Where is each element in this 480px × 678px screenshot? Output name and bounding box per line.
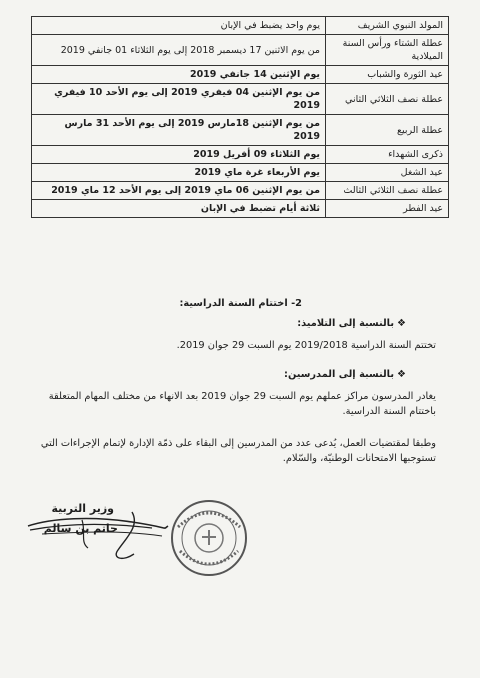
holiday-name: عيد الشغل [326,164,449,182]
table-row [32,164,449,182]
minister-name: حاتم بن سالم [43,522,118,535]
holiday-period: ثلاثة أيام تضبط في الإبان [32,200,326,218]
holiday-period: من يوم الاثنين 17 ديسمبر 2018 إلى يوم الثلاثاء 01 جانفي 2019 [32,35,326,66]
students-paragraph: تختتم السنة الدراسية 2019/2018 يوم السبت 29 جوان 2019. [176,340,436,351]
holiday-period: من يوم الإثنين 06 ماي 2019 إلى يوم الأحد 12 ماي 2019 [32,182,326,200]
holiday-period: يوم الإثنين 14 جانفي 2019 [32,66,326,84]
students-heading-row [297,316,406,331]
holiday-name: عطلة نصف الثلاثي الثاني [326,84,449,115]
holiday-name: عطلة الربيع [326,115,449,146]
holiday-period: يوم الأربعاء غرة ماي 2019 [32,164,326,182]
holiday-name: عطلة نصف الثلاثي الثالث [326,182,449,200]
closing-paragraph: وطبقا لمقتضيات العمل، يُدعى عدد من المدرسين إلى البقاء على ذمّة الإدارة لإتمام الإجراءات التي تستوجبها الامتحانات الوطنيّة، والسّلام. [40,438,436,464]
official-stamp-icon [168,497,250,579]
students-heading: بالنسبة إلى التلاميذ: [297,318,395,329]
table-row [32,17,449,35]
teachers-heading-row [284,367,406,382]
holiday-period: يوم الثلاثاء 09 أفريل 2019 [32,146,326,164]
minister-title: وزير التربية [51,502,114,515]
table-row [32,182,449,200]
holidays-table [31,16,449,218]
holiday-period: من يوم الإثنين 04 فيفري 2019 إلى يوم الأحد 10 فيفري 2019 [32,84,326,115]
teachers-paragraph: يغادر المدرسون مراكز عملهم يوم السبت 29 جوان 2019 بعد الانهاء من مختلف المهام المتعلقة باختتام السنة الدراسية. [48,391,436,417]
holiday-period: من يوم الإثنين 18مارس 2019 إلى يوم الأحد 31 مارس 2019 [32,115,326,146]
diamond-bullet-icon: ❖ [397,369,406,380]
diamond-bullet-icon: ❖ [397,318,406,329]
teachers-heading: بالنسبة إلى المدرسين: [284,369,395,380]
table-row [32,146,449,164]
holiday-name: عيد الثورة والشباب [326,66,449,84]
table-row [32,35,449,66]
holiday-name: عطلة الشتاء ورأس السنة الميلادية [326,35,449,66]
table-row [32,115,449,146]
holiday-period: يوم واحد يضبط في الإبان [32,17,326,35]
table-row [32,66,449,84]
table-row [32,84,449,115]
handwritten-signature-icon [22,508,172,568]
holiday-name: عيد الفطر [326,200,449,218]
section-title: 2- اختتام السنة الدراسية: [179,298,302,309]
holiday-name: المولد النبوي الشريف [326,17,449,35]
table-row [32,200,449,218]
holiday-name: ذكرى الشهداء [326,146,449,164]
